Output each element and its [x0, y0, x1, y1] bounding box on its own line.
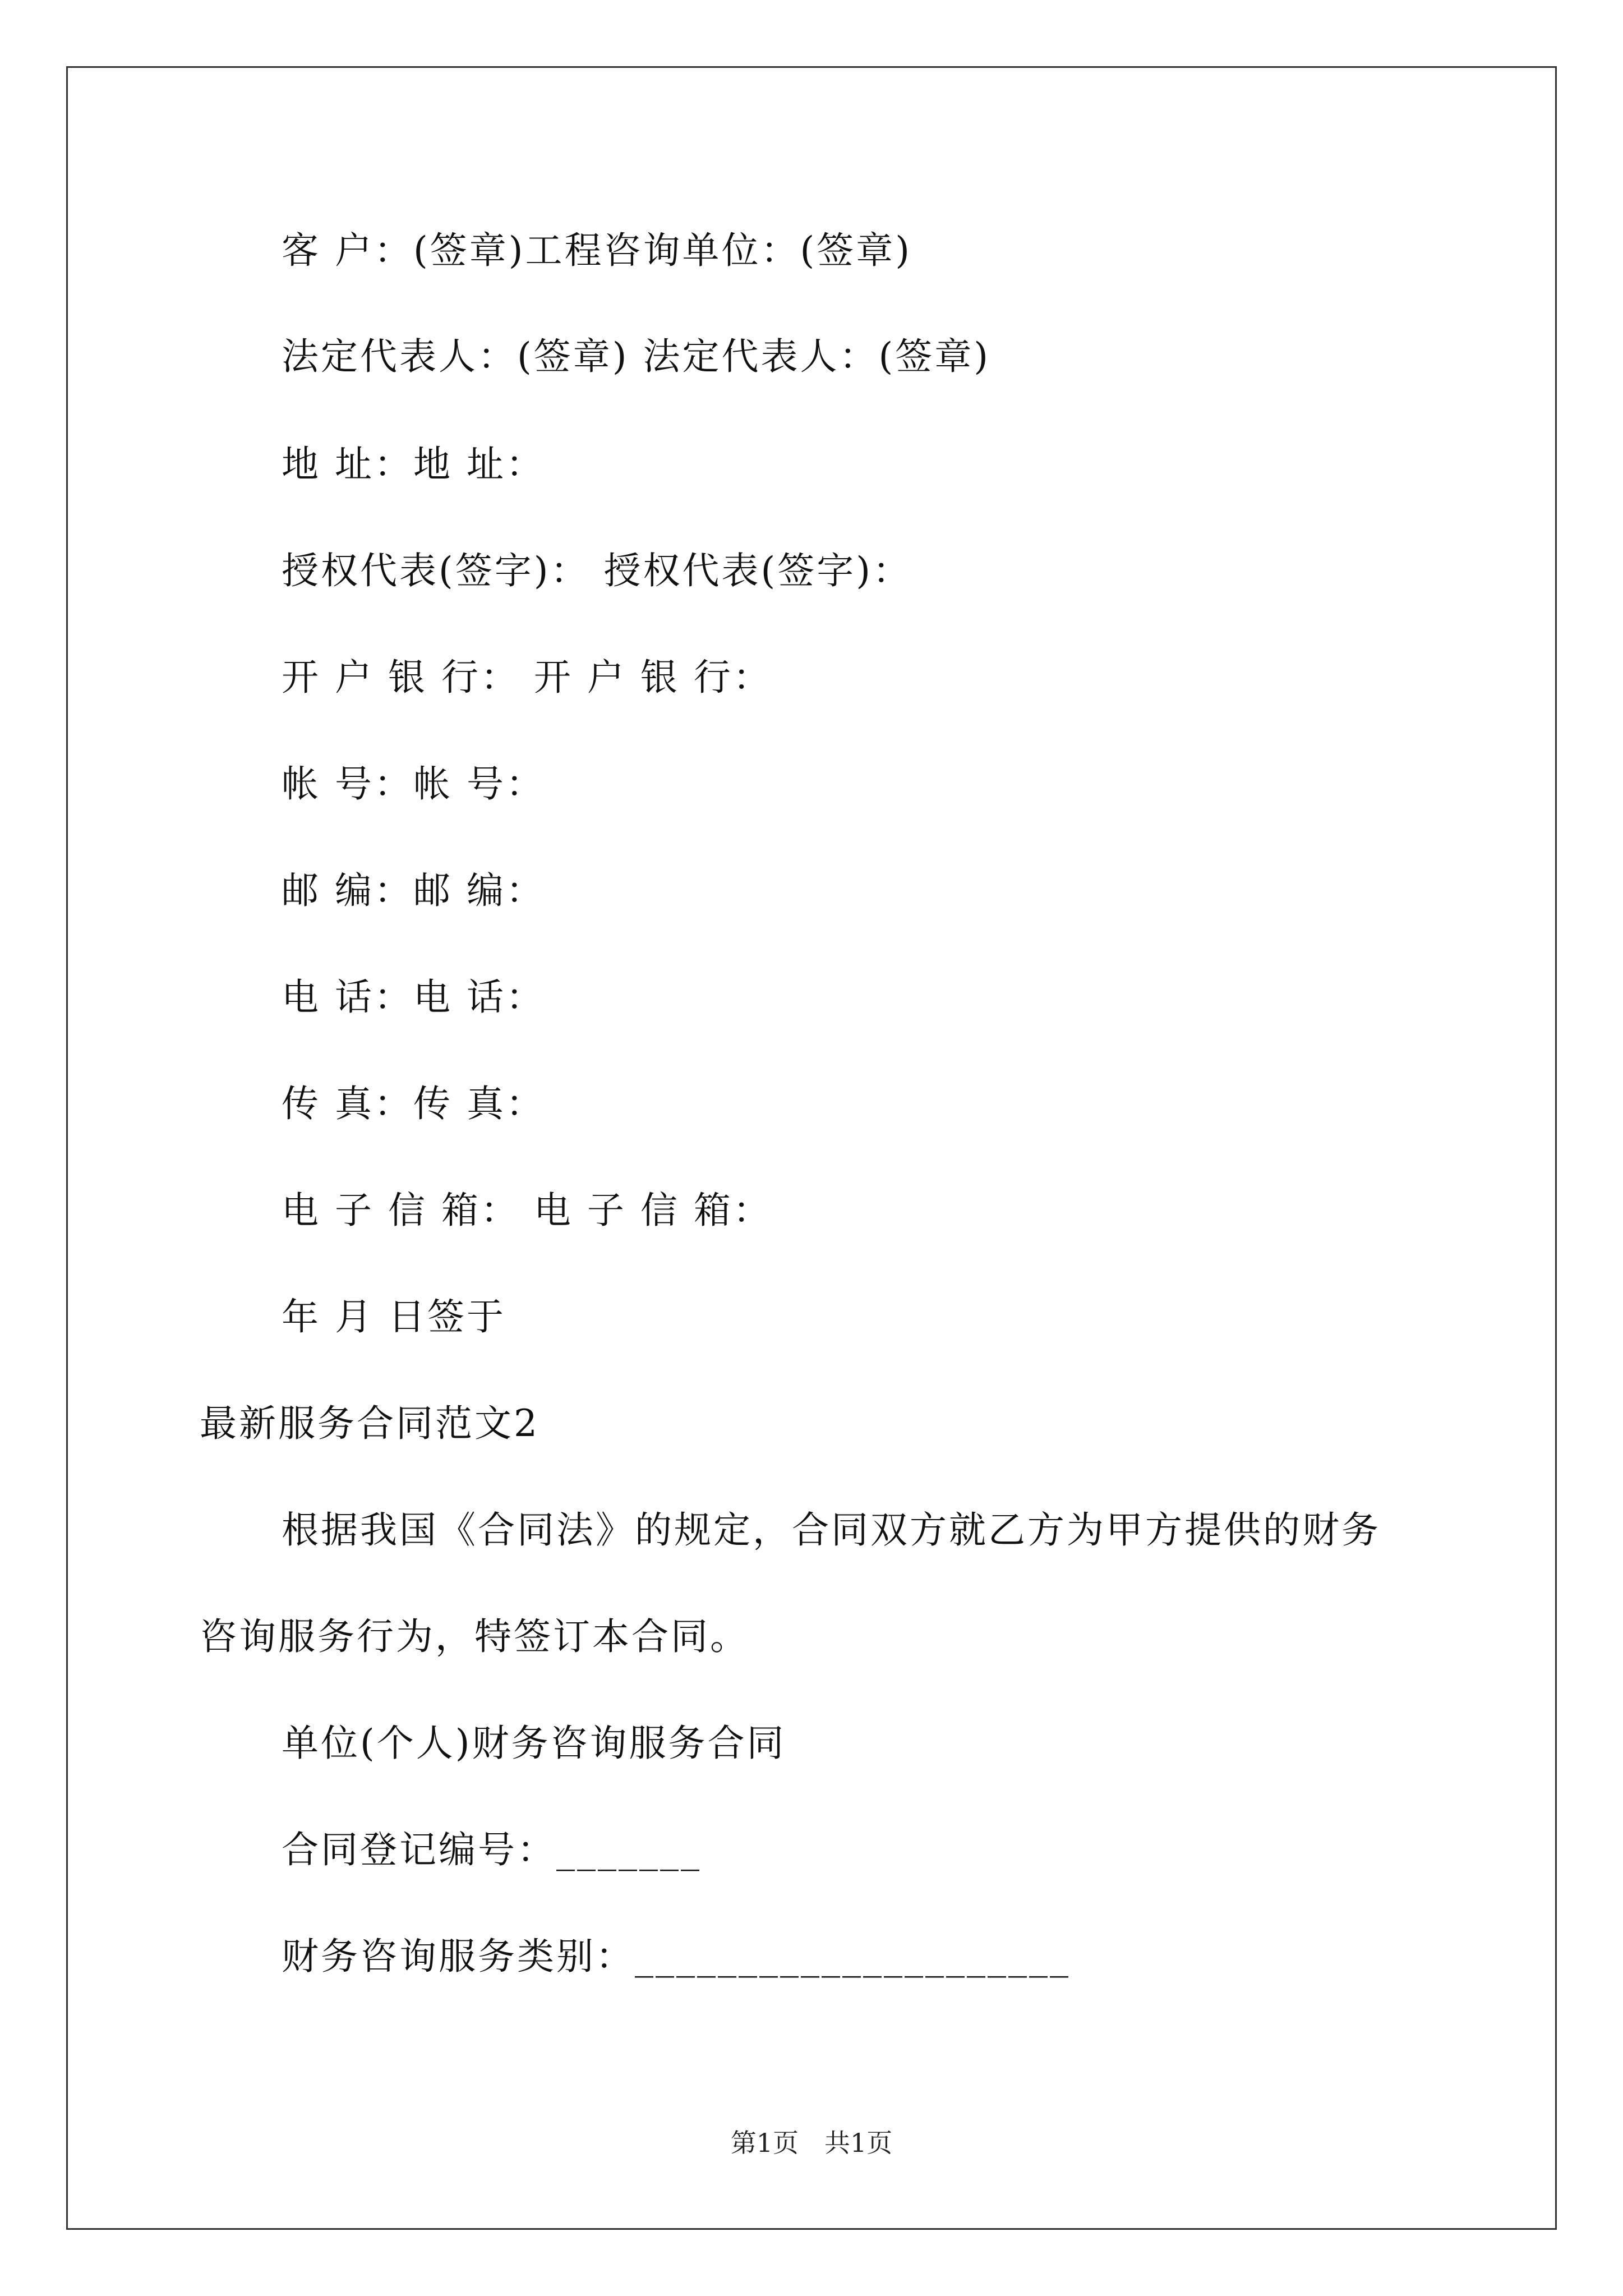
service-category-field: 财务咨询服务类别：_____________________	[282, 1935, 1071, 1978]
account-number-line: 帐 号：帐 号：	[282, 762, 545, 806]
email-line: 电 子 信 箱： 电 子 信 箱：	[282, 1189, 772, 1232]
page-border	[66, 66, 1557, 2230]
telephone-line: 电 话：电 话：	[282, 976, 545, 1019]
postal-code-line: 邮 编：邮 编：	[282, 869, 545, 912]
authorized-representative-line: 授权代表(签字)： 授权代表(签字)：	[282, 549, 912, 592]
contract-name: 单位(个人)财务咨询服务合同	[282, 1722, 786, 1765]
fax-line: 传 真：传 真：	[282, 1082, 545, 1125]
section-title: 最新服务合同范文2	[200, 1402, 540, 1445]
signing-date-line: 年 月 日签于	[282, 1295, 506, 1338]
signature-client-line: 客 户：(签章)工程咨询单位：(签章)	[282, 229, 912, 272]
address-line: 地 址：地 址：	[282, 443, 545, 486]
paragraph-line-2: 咨询服务行为，特签订本合同。	[200, 1615, 749, 1658]
paragraph-line-1: 根据我国《合同法》的规定，合同双方就乙方为甲方提供的财务	[282, 1508, 1381, 1552]
registration-number-field: 合同登记编号：_______	[282, 1828, 702, 1871]
legal-representative-line: 法定代表人：(签章) 法定代表人：(签章)	[282, 335, 990, 378]
page-number-footer: 第1页 共1页	[730, 2128, 893, 2158]
bank-line: 开 户 银 行： 开 户 银 行：	[282, 656, 772, 699]
